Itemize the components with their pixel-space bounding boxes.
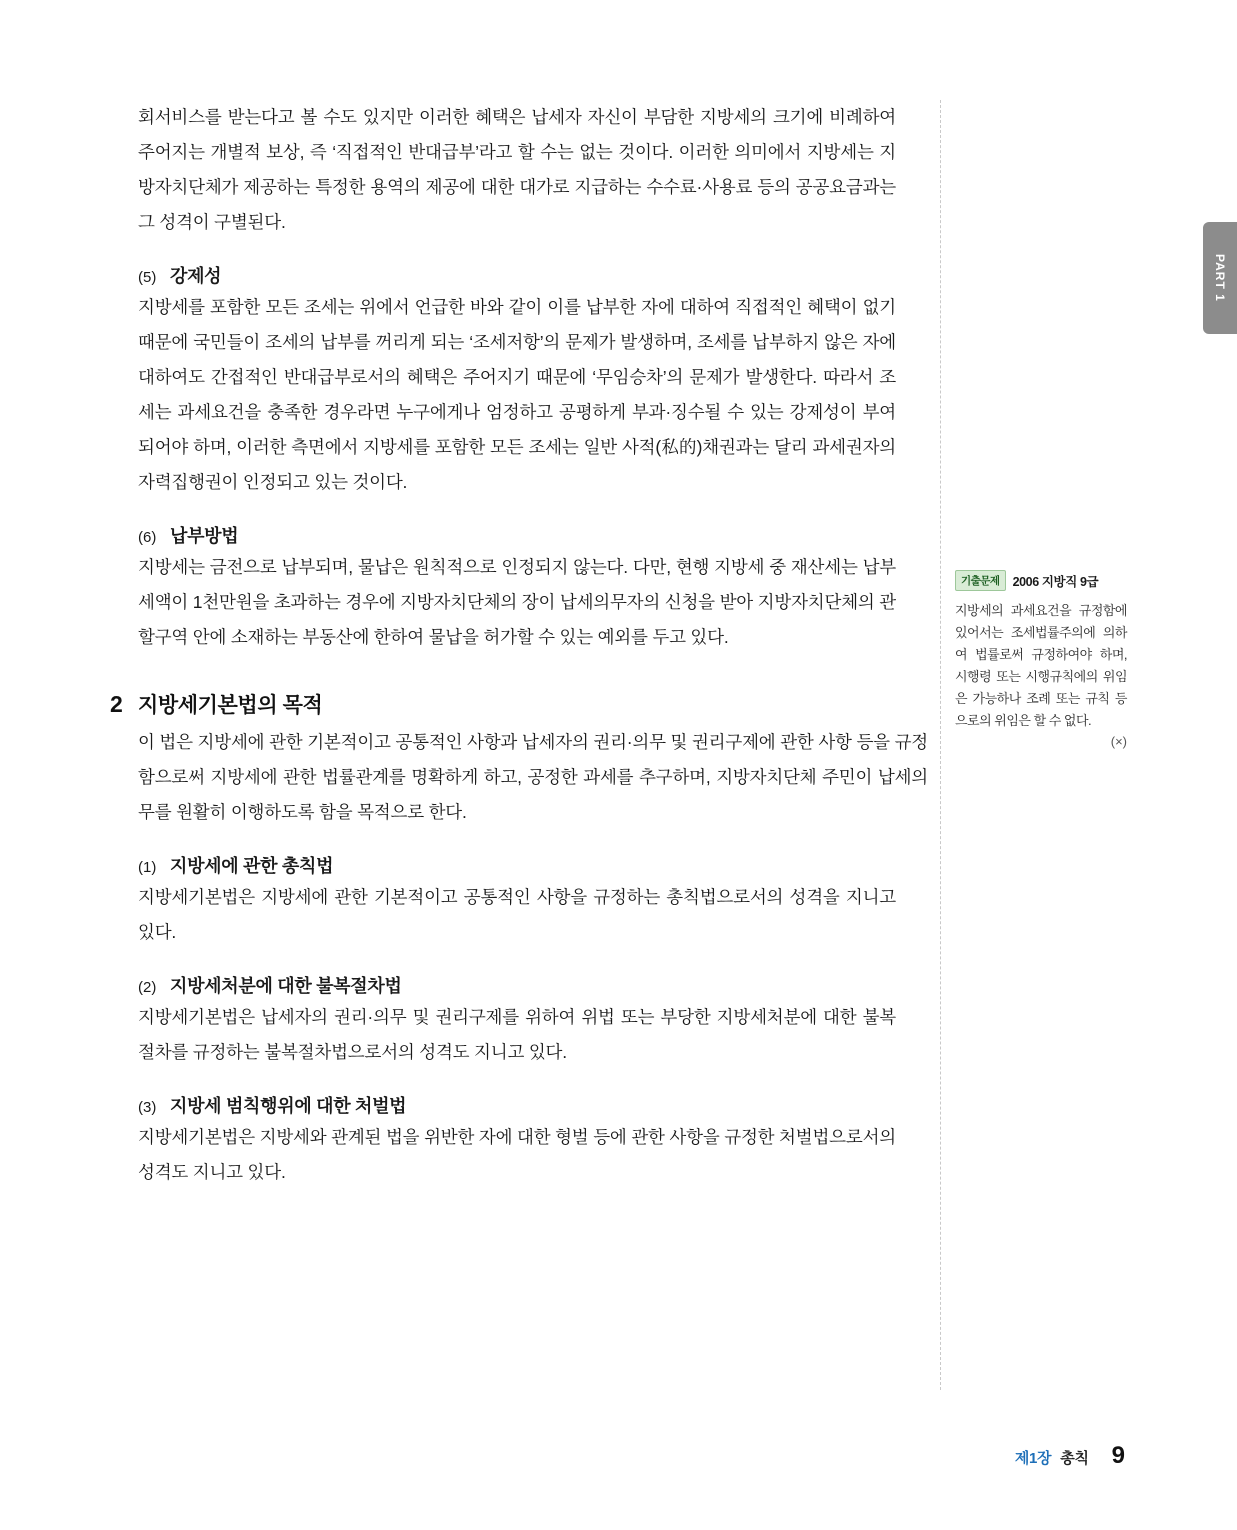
section-2-item-2-number: (2) xyxy=(138,979,157,996)
section-2-item-2-heading xyxy=(138,972,928,998)
opening-paragraph: 회서비스를 받는다고 볼 수도 있지만 이러한 혜택은 납세자 자신이 부담한 지방세의 크기에 비례하여 주어지는 개별적 보상, 즉 ‘직접적인 반대급부’라고 할 수는 없는 것이다. 이러한 의미에서 지방세는 지방자치단체가 제공하는 특정한 용역의 제공에 대한 대가로 지급하는 수수료·사용료 등의 공공요금과는 그 성격이 구별된다. xyxy=(138,107,896,232)
sidenote-header xyxy=(955,570,1127,591)
subsection-5-title: 강제성 xyxy=(170,266,222,286)
section-2-item-1-body: 지방세기본법은 지방세에 관한 기본적이고 공통적인 사항을 규정하는 총칙법으로서의 성격을 지니고 있다. xyxy=(138,887,896,942)
sidenote-body: 지방세의 과세요건을 규정함에 있어서는 조세법률주의에 의하여 법률로써 규정하여야 하며, 시행령 또는 시행규칙에의 위임은 가능하나 조례 또는 규칙 등으로의 위임은 할 수 없다. xyxy=(955,603,1127,728)
section-2-heading xyxy=(110,689,928,719)
section-2-item-1-title: 지방세에 관한 총칙법 xyxy=(170,856,334,876)
section-2-item-2-body: 지방세기본법은 납세자의 권리·의무 및 권리구제를 위하여 위법 또는 부당한 지방세처분에 대한 불복절차를 규정하는 불복절차법으로서의 성격도 지니고 있다. xyxy=(138,1007,896,1062)
page-footer xyxy=(1015,1442,1125,1470)
section-2-item-2 xyxy=(138,972,928,1070)
section-2-item-2-title: 지방세처분에 대한 불복절차법 xyxy=(170,976,402,996)
part-tab-label: PART 1 xyxy=(1213,254,1227,302)
section-2-number: 2 xyxy=(110,691,123,717)
section-2-item-3-heading xyxy=(138,1092,928,1118)
subsection-6-body: 지방세는 금전으로 납부되며, 물납은 원칙적으로 인정되지 않는다. 다만, 현행 지방세 중 재산세는 납부세액이 1천만원을 초과하는 경우에 지방자치단체의 장이 납세의무자의 신청을 받아 지방자치단체의 관할구역 안에 소재하는 부동산에 한하여 물납을 허가할 수 있는 예외를 두고 있다. xyxy=(138,557,896,647)
part-tab xyxy=(1203,222,1237,334)
footer-chapter: 제1장 xyxy=(1014,1450,1052,1467)
sidenote-answer-mark: (×) xyxy=(1110,734,1127,749)
section-2-item-1-number: (1) xyxy=(138,859,157,876)
subsection-5-body: 지방세를 포함한 모든 조세는 위에서 언급한 바와 같이 이를 납부한 자에 대하여 직접적인 혜택이 없기 때문에 국민들이 조세의 납부를 꺼리게 되는 ‘조세저항’의 문제가 발생하며, 조세를 납부하지 않은 자에 대하여도 간접적인 반대급부로서의 혜택은 주어지기 때문에 ‘무임승차’의 문제가 발생한다. 따라서 조세는 과세요건을 충족한 경우라면 누구에게나 엄정하고 공평하게 부과·징수될 수 있는 강제성이 부여되어야 하며, 이러한 측면에서 지방세를 포함한 모든 조세는 일반 사적(私的)채권과는 달리 과세권자의 자력집행권이 인정되고 있는 것이다. xyxy=(138,297,896,492)
section-2-item-1 xyxy=(138,852,928,950)
subsection-6-heading xyxy=(138,522,928,548)
section-2-item-3-number: (3) xyxy=(138,1099,157,1116)
footer-chapter-title: 총칙 xyxy=(1060,1450,1089,1467)
section-2-item-3-title: 지방세 범칙행위에 대한 처벌법 xyxy=(170,1096,407,1116)
section-2-item-3 xyxy=(138,1092,928,1190)
subsection-6-number: (6) xyxy=(138,529,157,546)
main-text-column xyxy=(110,100,928,1190)
footer-page-number: 9 xyxy=(1111,1442,1125,1469)
subsection-6 xyxy=(138,522,928,655)
subsection-5-number: (5) xyxy=(138,269,157,286)
subsection-5-heading xyxy=(138,262,928,288)
section-2-item-1-heading xyxy=(138,852,928,878)
subsection-5 xyxy=(138,262,928,500)
sidenote-badge: 기출문제 xyxy=(955,570,1006,591)
sidenote-source: 2006 지방직 9급 xyxy=(1012,574,1099,589)
subsection-6-title: 납부방법 xyxy=(170,526,239,546)
section-2-intro: 이 법은 지방세에 관한 기본적이고 공통적인 사항과 납세자의 권리·의무 및 권리구제에 관한 사항 등을 규정함으로써 지방세에 관한 법률관계를 명확하게 하고, 공정한 과세를 추구하며, 지방자치단체 주민이 납세의무를 원활히 이행하도록 함을 목적으로 한다. xyxy=(138,732,928,822)
column-divider xyxy=(940,100,942,1390)
section-2-title: 지방세기본법의 목적 xyxy=(138,694,323,717)
sidenote-past-exam xyxy=(955,570,1127,749)
section-2-item-3-body: 지방세기본법은 지방세와 관계된 법을 위반한 자에 대한 형벌 등에 관한 사항을 규정한 처벌법으로서의 성격도 지니고 있다. xyxy=(138,1127,896,1182)
